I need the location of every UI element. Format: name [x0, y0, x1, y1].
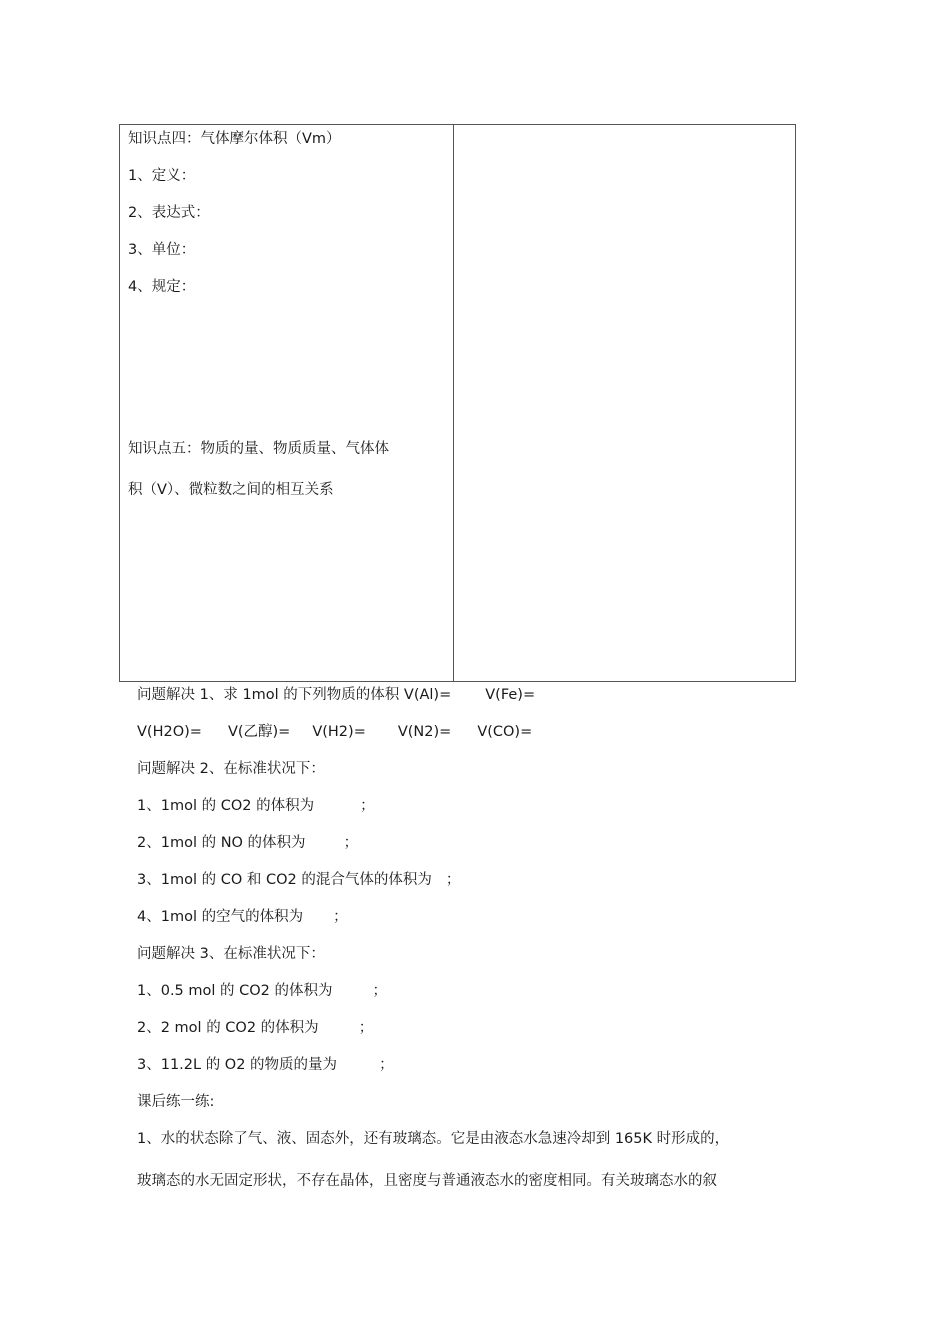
problem2-item: 3、1mol 的 CO 和 CO2 的混合气体的体积为 ；	[137, 872, 461, 888]
problem3-title: 问题解决 3、在标准状况下：	[137, 946, 325, 962]
kp5-title-line1: 知识点五：物质的量、物质质量、气体体	[128, 441, 389, 457]
exercise-line2: 玻璃态的水无固定形状，不存在晶体，且密度与普通液态水的密度相同。有关玻璃态水的叙	[137, 1173, 717, 1189]
kp4-item-definition: 1、定义：	[128, 168, 196, 184]
problem2-item: 4、1mol 的空气的体积为 ；	[137, 909, 348, 925]
exercise-line1: 1、水的状态除了气、液、固态外，还有玻璃态。它是由液态水急速冷却到 165K 时形成的，	[137, 1131, 730, 1147]
problem3-item: 1、0.5 mol 的 CO2 的体积为 ；	[137, 983, 388, 999]
problem1-h2o: V(H2O)=	[137, 724, 202, 740]
problem3-item: 3、11.2L 的 O2 的物质的量为 ；	[137, 1057, 394, 1073]
problem3-item: 2、2 mol 的 CO2 的体积为 ；	[137, 1020, 374, 1036]
problem1-fe: V(Fe)=	[485, 687, 536, 703]
kp4-item-rule: 4、规定：	[128, 279, 196, 295]
problem1-n2: V(N2)=	[397, 724, 452, 740]
kp4-title: 知识点四：气体摩尔体积（Vm）	[128, 131, 341, 147]
knowledge-table	[119, 124, 796, 682]
kp4-item-unit: 3、单位：	[128, 242, 196, 258]
problem1-line2	[137, 723, 532, 741]
problem1-ethanol: V(乙醇)=	[227, 724, 291, 740]
problem1-h2: V(H2)=	[312, 724, 366, 740]
table-column-divider	[453, 125, 454, 681]
problem1-co: V(CO)=	[477, 724, 533, 740]
problem2-title: 问题解决 2、在标准状况下：	[137, 761, 325, 777]
exercise-title: 课后练一练:	[137, 1094, 215, 1110]
problem2-item: 2、1mol 的 NO 的体积为 ；	[137, 835, 359, 851]
problem1-title: 问题解决 1、求 1mol 的下列物质的体积 V(Al)=	[137, 687, 452, 703]
kp5-title-line2: 积（V）、微粒数之间的相互关系	[128, 482, 334, 498]
problem1-line1	[137, 686, 535, 704]
kp4-item-expression: 2、表达式：	[128, 205, 210, 221]
problem2-item: 1、1mol 的 CO2 的体积为 ；	[137, 798, 375, 814]
